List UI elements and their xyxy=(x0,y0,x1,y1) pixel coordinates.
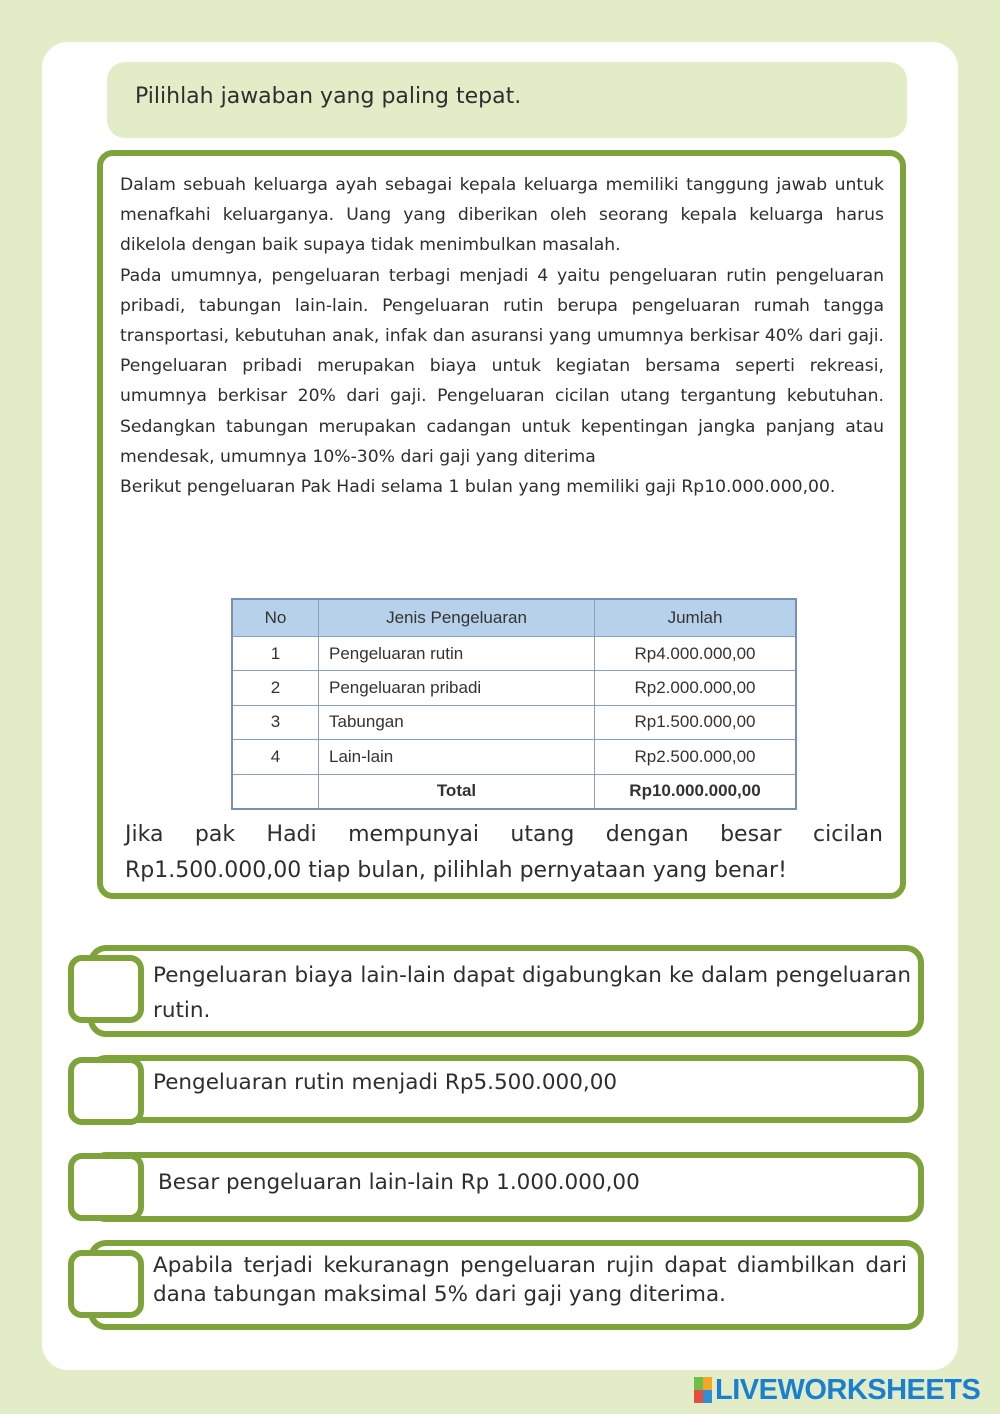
total-value: Rp10.000.000,00 xyxy=(595,774,797,809)
row-jumlah: Rp1.500.000,00 xyxy=(595,705,797,739)
row-jenis: Lain-lain xyxy=(319,740,595,774)
row-jenis: Pengeluaran rutin xyxy=(319,637,595,671)
passage-paragraph-2: Pada umumnya, pengeluaran terbagi menjadi 4 yaitu pengeluaran rutin pengeluaran pribadi, tabungan lain-lain. Pengeluaran rutin berupa pengeluaran rumah tangga transportasi, kebutuhan anak, infak dan asuransi yang umumnya berkisar 40% dari gaji. Pengeluaran pribadi merupakan biaya untuk kegiatan bersama seperti rekreasi, umumnya berkisar 20% dari gaji. Pengeluaran cicilan utang tergantung kebutuhan. Sedangkan tabungan merupakan cadangan untuk kepentingan jangka panjang atau mendesak, umumnya 10%-30% dari gaji yang diterima xyxy=(120,265,884,467)
table-row xyxy=(232,671,796,705)
row-no: 2 xyxy=(232,671,319,705)
option-2-text: Pengeluaran rutin menjadi Rp5.500.000,00 xyxy=(153,1070,618,1095)
row-jenis: Tabungan xyxy=(319,705,595,739)
passage-paragraph-3: Berikut pengeluaran Pak Hadi selama 1 bulan yang memiliki gaji Rp10.000.000,00. xyxy=(120,477,836,498)
header-no: No xyxy=(232,599,319,637)
instruction-banner xyxy=(107,62,907,138)
row-jumlah: Rp2.000.000,00 xyxy=(595,671,797,705)
option-4-text: Apabila terjadi kekuranagn pengeluaran rujin dapat diambilkan dari dana tabungan maksimal 5% dari gaji yang diterima. xyxy=(153,1253,907,1307)
logo-text: LIVEWORKSHEETS xyxy=(715,1373,981,1406)
passage-paragraph-1: Dalam sebuah keluarga ayah sebagai kepala keluarga memiliki tanggung jawab untuk menafkahi keluarganya. Uang yang diberikan oleh seorang kepala keluarga harus dikelola dengan baik supaya tidak menimbulkan masalah. xyxy=(120,175,884,256)
row-jumlah: Rp4.000.000,00 xyxy=(595,637,797,671)
table-row xyxy=(232,740,796,774)
total-label: Total xyxy=(319,774,595,809)
option-2-checkbox[interactable] xyxy=(68,1057,144,1125)
option-4-checkbox[interactable] xyxy=(68,1250,144,1318)
row-jumlah: Rp2.500.000,00 xyxy=(595,740,797,774)
table-row xyxy=(232,705,796,739)
option-1-checkbox[interactable] xyxy=(68,955,144,1023)
row-no: 1 xyxy=(232,637,319,671)
table-total-row xyxy=(232,774,796,809)
header-jenis: Jenis Pengeluaran xyxy=(319,599,595,637)
liveworksheets-logo[interactable] xyxy=(694,1372,980,1408)
row-no: 3 xyxy=(232,705,319,739)
instruction-text: Pilihlah jawaban yang paling tepat. xyxy=(135,84,522,109)
row-no: 4 xyxy=(232,740,319,774)
question-text: Jika pak Hadi mempunyai utang dengan besar cicilan Rp1.500.000,00 tiap bulan, pilihlah pernyataan yang benar! xyxy=(125,822,883,883)
header-jumlah: Jumlah xyxy=(595,599,797,637)
option-3-text: Besar pengeluaran lain-lain Rp 1.000.000,00 xyxy=(158,1170,640,1195)
row-jenis: Pengeluaran pribadi xyxy=(319,671,595,705)
expense-table xyxy=(231,598,797,810)
option-3-checkbox[interactable] xyxy=(68,1153,144,1221)
passage xyxy=(120,170,884,502)
table-header-row xyxy=(232,599,796,637)
option-1-text: Pengeluaran biaya lain-lain dapat digabungkan ke dalam pengeluaran rutin. xyxy=(153,963,911,1023)
total-empty-cell xyxy=(232,774,319,809)
liveworksheets-logo-icon xyxy=(694,1377,712,1403)
table-row xyxy=(232,637,796,671)
